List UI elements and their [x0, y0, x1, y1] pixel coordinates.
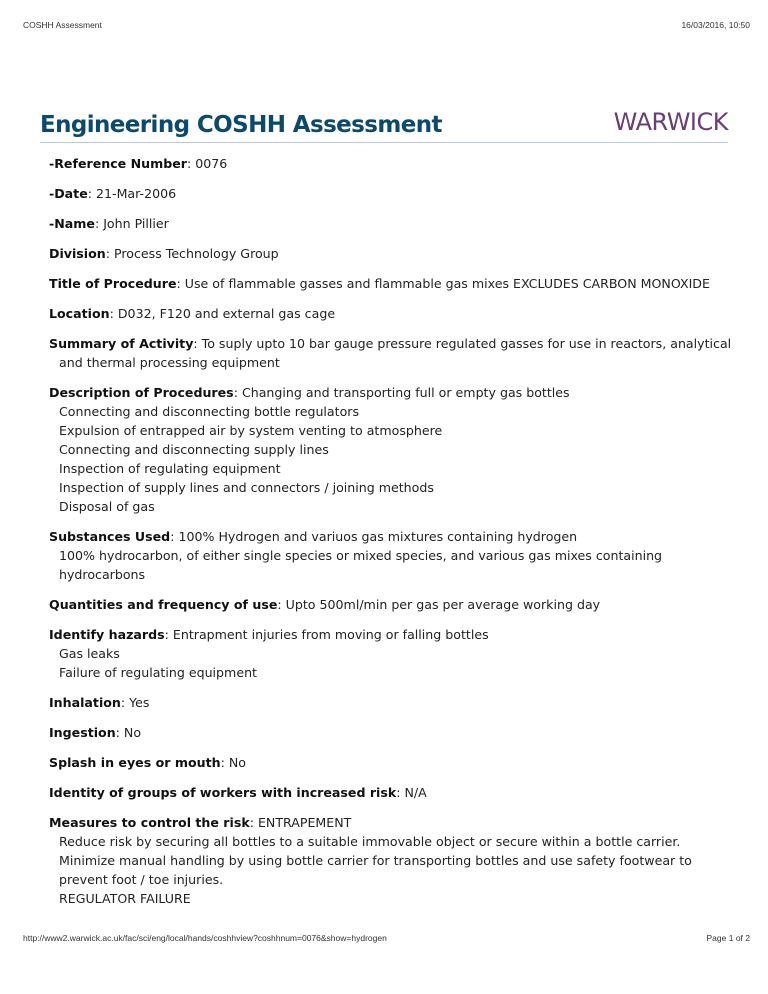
field-value: No — [228, 755, 246, 770]
page-url[interactable]: http://www2.warwick.ac.uk/fac/sci/eng/local/hands/coshhview?coshhnum=0076&show=hydrogen — [23, 933, 387, 943]
field-value: Upto 500ml/min per gas per average working day — [285, 597, 601, 612]
print-datetime: 16/03/2016, 10:50 — [681, 20, 750, 30]
field-value: D032, F120 and external gas cage — [117, 306, 336, 321]
page-indicator: Page 1 of 2 — [706, 933, 750, 943]
print-header — [23, 20, 750, 32]
field-value-continuation: and thermal processing equipment — [59, 355, 280, 370]
field-date: -Date: 21-Mar-2006 — [49, 186, 177, 201]
field-splash: Splash in eyes or mouth: No — [49, 755, 246, 770]
measure-line: prevent foot / toe injuries. — [59, 872, 224, 887]
print-footer — [23, 933, 750, 945]
measure-line: Minimize manual handling by using bottle carrier for transporting bottles and use safety footwear to — [59, 853, 692, 868]
substance-line: 100% hydrocarbon, of either single species or mixed species, and various gas mixes containing — [59, 548, 663, 563]
page-title: Engineering COSHH Assessment — [40, 112, 442, 138]
field-label: Title of Procedure — [49, 276, 177, 291]
field-label: Identity of groups of workers with increased risk — [49, 785, 397, 800]
field-value: Process Technology Group — [113, 246, 279, 261]
procedure-line: Disposal of gas — [59, 499, 155, 514]
measure-line: Reduce risk by securing all bottles to a suitable immovable object or secure within a bottle carrier. — [59, 834, 681, 849]
field-value: Yes — [129, 695, 150, 710]
field-name: -Name: John Pillier — [49, 216, 169, 231]
hazard-line: Failure of regulating equipment — [59, 665, 257, 680]
procedure-line: Connecting and disconnecting bottle regulators — [59, 404, 360, 419]
field-label: Substances Used — [49, 529, 171, 544]
field-identify-hazards: Identify hazards: Entrapment injuries from moving or falling bottles Gas leaks Failure of regulating equipment — [49, 625, 739, 682]
field-value: Entrapment injuries from moving or falling bottles — [172, 627, 489, 642]
field-title-of-procedure: Title of Procedure: Use of flammable gasses and flammable gas mixes EXCLUDES CARBON MONOXIDE — [49, 276, 710, 291]
field-value: John Pillier — [103, 216, 169, 231]
field-reference-number: -Reference Number: 0076 — [49, 156, 228, 171]
field-label: Identify hazards — [49, 627, 165, 642]
procedure-line: Expulsion of entrapped air by system venting to atmosphere — [59, 423, 443, 438]
measure-line: REGULATOR FAILURE — [59, 891, 191, 906]
substance-line: hydrocarbons — [59, 567, 146, 582]
field-value: 0076 — [195, 156, 228, 171]
field-label: -Date — [49, 186, 88, 201]
hazard-line: Gas leaks — [59, 646, 120, 661]
field-label: Summary of Activity — [49, 336, 194, 351]
procedure-line: Inspection of supply lines and connectors / joining methods — [59, 480, 434, 495]
procedure-line: Inspection of regulating equipment — [59, 461, 281, 476]
field-value: ENTRAPEMENT — [257, 815, 352, 830]
field-label: Quantities and frequency of use — [49, 597, 278, 612]
field-ingestion: Ingestion: No — [49, 725, 142, 740]
field-measures-to-control: Measures to control the risk: ENTRAPEMENT Reduce risk by securing all bottles to a suitable immovable object or secure within a bottle carrier. Minimize manual handling by using bottle carrier for transporting bottles and use safety footwear to prevent foot / toe injuries. REGULATOR FAILURE — [49, 813, 739, 908]
print-page-title: COSHH Assessment — [23, 20, 102, 30]
field-label: Splash in eyes or mouth — [49, 755, 221, 770]
field-value: 100% Hydrogen and variuos gas mixtures containing hydrogen — [178, 529, 578, 544]
field-groups-increased-risk: Identity of groups of workers with increased risk: N/A — [49, 785, 427, 800]
field-value: N/A — [404, 785, 427, 800]
field-label: Location — [49, 306, 110, 321]
page-banner — [40, 108, 728, 143]
warwick-logo: WARWICK — [613, 108, 728, 136]
field-value: No — [123, 725, 142, 740]
field-label: Division — [49, 246, 106, 261]
field-value: Changing and transporting full or empty gas bottles — [241, 385, 570, 400]
field-label: Description of Procedures — [49, 385, 234, 400]
field-division: Division: Process Technology Group — [49, 246, 279, 261]
field-quantities: Quantities and frequency of use: Upto 500ml/min per gas per average working day — [49, 597, 601, 612]
field-value: Use of flammable gasses and flammable gas mixes EXCLUDES CARBON MONOXIDE — [184, 276, 710, 291]
field-label: Ingestion — [49, 725, 116, 740]
field-inhalation: Inhalation: Yes — [49, 695, 150, 710]
field-substances-used: Substances Used: 100% Hydrogen and variuos gas mixtures containing hydrogen 100% hydrocarbon, of either single species or mixed species, and various gas mixes containing hydrocarbons — [49, 527, 739, 584]
field-description-of-procedures: Description of Procedures: Changing and transporting full or empty gas bottles Connecting and disconnecting bottle regulators Expulsion of entrapped air by system venting to atmosphere Connecting and disconnecting supply lines Inspection of regulating equipment Inspection of supply lines and connectors / joining methods Disposal of gas — [49, 383, 739, 516]
field-summary-of-activity: Summary of Activity: To suply upto 10 bar gauge pressure regulated gasses for use in reactors, analytical and thermal processing equipment — [49, 334, 739, 372]
field-value: To suply upto 10 bar gauge pressure regulated gasses for use in reactors, analytical — [201, 336, 732, 351]
field-label: -Reference Number — [49, 156, 187, 171]
assessment-content — [49, 154, 739, 919]
field-location: Location: D032, F120 and external gas cage — [49, 306, 336, 321]
field-value: 21-Mar-2006 — [96, 186, 177, 201]
field-label: -Name — [49, 216, 95, 231]
procedure-line: Connecting and disconnecting supply lines — [59, 442, 329, 457]
field-label: Inhalation — [49, 695, 121, 710]
field-label: Measures to control the risk — [49, 815, 250, 830]
